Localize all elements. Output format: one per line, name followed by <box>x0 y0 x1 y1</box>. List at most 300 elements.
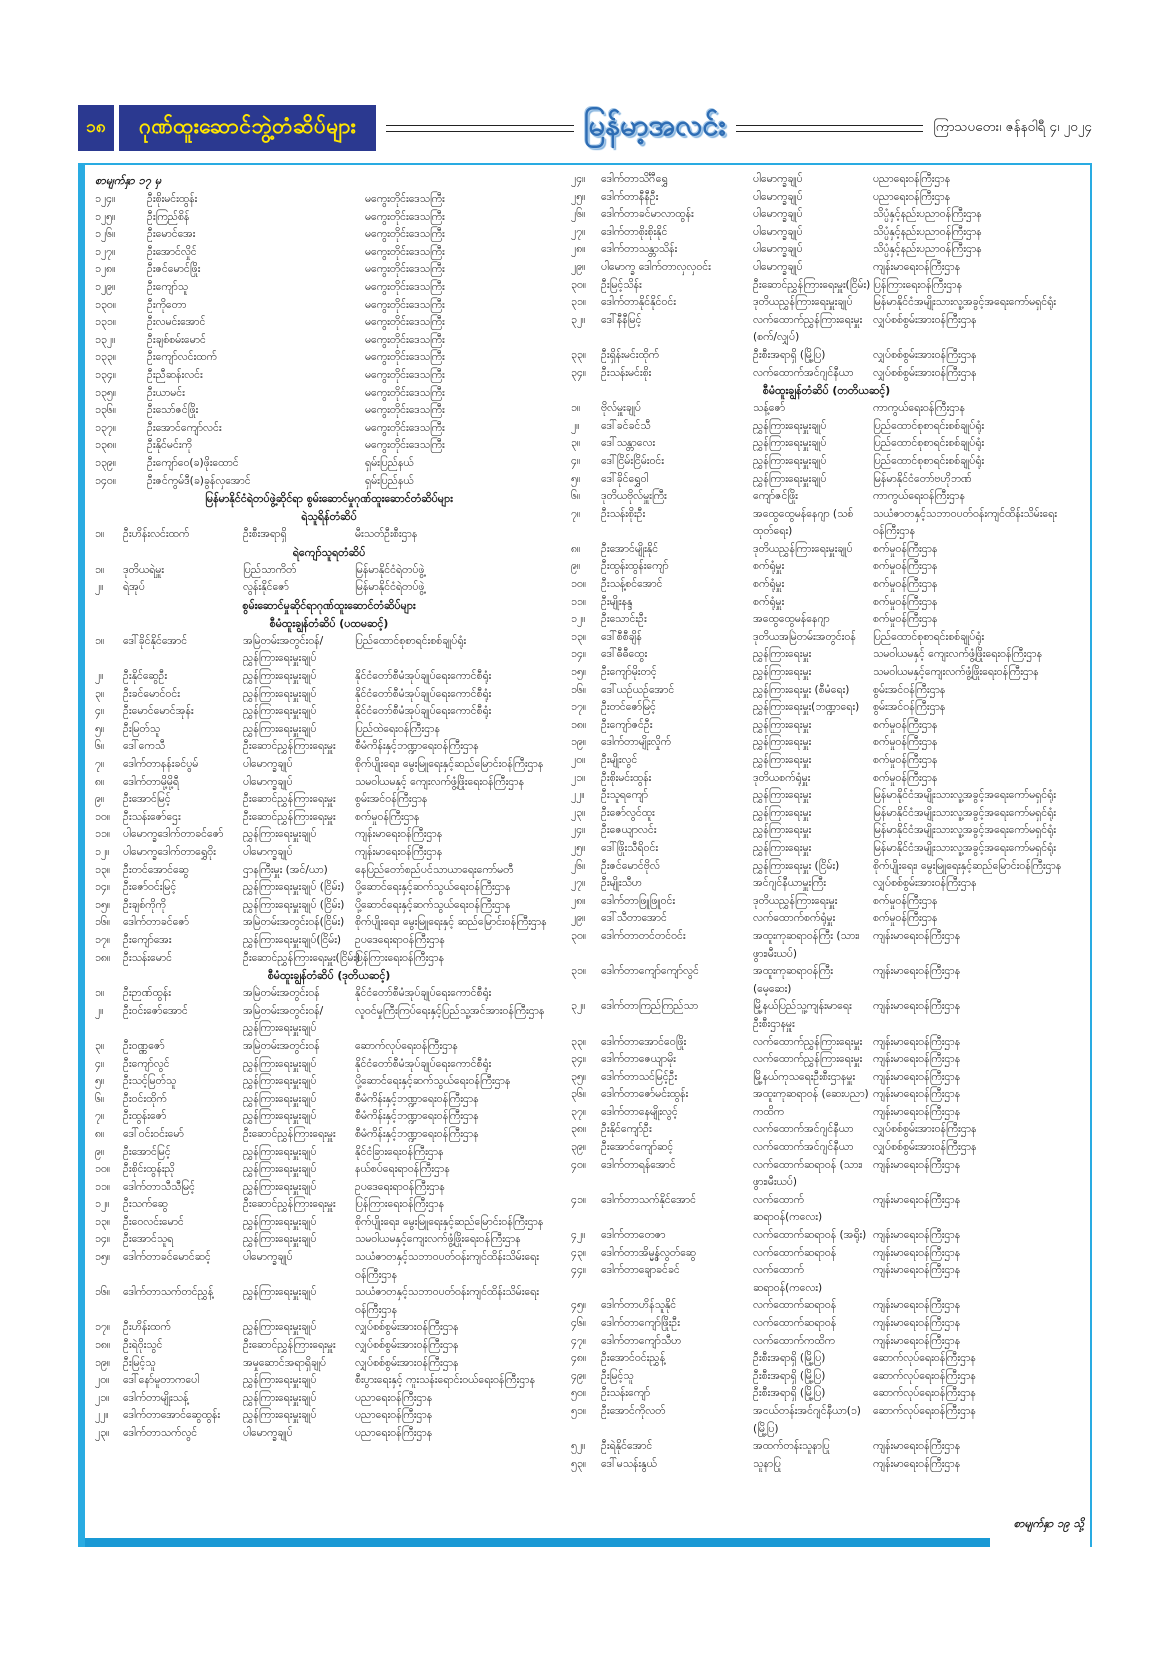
entry-row <box>571 365 1082 383</box>
entry-number: ၂၀။ <box>95 1374 110 1387</box>
entry-number: ၄။ <box>571 454 581 467</box>
entry-name: ဒေါက်တာချောခင်ခင် <box>601 1264 680 1277</box>
entry-name: ဦးသန်းစိုးဦး <box>601 507 646 520</box>
entry-row <box>571 1034 1082 1052</box>
entry-department: မြန်မာနိုင်ငံအမျိုးသားလူ့အခွင့်အရေးကော်မရှင်ရုံး <box>873 841 1056 854</box>
entry-row <box>571 418 1082 436</box>
entry-department: မြန်မာနိုင်ငံအမျိုးသားလူ့အခွင့်အရေးကော်မရှင်ရုံး <box>873 806 1056 819</box>
entry-department: နိုင်ငံတော်စီမံအုပ်ချုပ်ရေးကောင်စီရုံး <box>355 687 492 700</box>
entry-number: ၂၇။ <box>571 877 586 890</box>
entry-position: ပါမောက္ခချုပ် <box>753 243 803 256</box>
entry-number: ၁၂၄။ <box>95 193 116 205</box>
entry-number: ၅၁။ <box>571 1404 587 1417</box>
entry-name: ဦးသန်းကျော် <box>601 1387 651 1400</box>
entry-row <box>571 752 1082 770</box>
entry-row <box>571 611 1082 629</box>
entry-row <box>571 1315 1082 1333</box>
entry-number: ၂၈။ <box>571 894 586 907</box>
entry-number: ၄၀။ <box>571 1158 587 1171</box>
entry-position: သူနာပြု <box>753 1457 781 1470</box>
entry-row <box>95 985 563 1003</box>
entry-department: လျှပ်စစ်စွမ်းအားဝန်ကြီးဌာန <box>873 313 977 326</box>
entry-name: ပါမောက္ခဒေါက်တာရွှေဝိုး <box>123 846 216 858</box>
entry-row <box>95 897 563 915</box>
entry-name: ဦးချစ်ကိုကို <box>123 898 166 911</box>
entry-position: လွန်းနိုင်ဇော် <box>243 581 289 594</box>
entry-department: ကျန်းမာရေးဝန်ကြီးဌာန <box>873 1035 961 1048</box>
entry-position: မြို့နယ်ကုသရေးဦးစီးဌာနမှူး <box>753 1070 856 1083</box>
entry-row <box>571 312 1082 347</box>
entry-number: ၃၈။ <box>571 1123 587 1136</box>
entry-row <box>571 910 1082 928</box>
entry-position: ညွှန်ကြားရေးမှူးချုပ် <box>753 454 827 467</box>
entry-row <box>571 858 1082 876</box>
entry-name: ဦးသော်ဇင်ဖြိုး <box>147 404 199 417</box>
entry-position: ညွှန်ကြားရေးမှူးချုပ်(ငြိမ်း) <box>243 933 342 946</box>
entry-name: ဦးမျိုးသီဟ <box>601 877 643 890</box>
entry-number: ၂၃။ <box>95 1427 110 1439</box>
entry-department: စက်မှုဝန်ကြီးဌာန <box>873 894 938 907</box>
entry-position: အထွေထွေမန်နေဂျာ <box>753 613 830 626</box>
entry-position: လက်ထောက်ကထိက <box>753 1334 835 1347</box>
entry-department: စီမံကိန်းနှင့်ဘဏ္ဍာရေးဝန်ကြီးဌာန <box>355 1110 479 1123</box>
entry-row <box>571 241 1082 259</box>
entry-department: မြန်မာနိုင်ငံအမျိုးသားလူ့အခွင့်အရေးကော်မရှင်ရုံး <box>873 789 1056 802</box>
entry-number: ၁၂။ <box>571 613 586 626</box>
entry-department: စိုက်ပျိုးရေး၊ မွေးမြူရေးနှင့်ဆည်မြောင်းဝန်ကြီးဌာန <box>355 758 544 771</box>
entry-department: သယံဇာတနှင့်သဘာဝပတ်ဝန်းကျင်ထိန်းသိမ်းရေး ဝန်ကြီးဌာန <box>873 507 1057 538</box>
entry-name: ဦးကျော်မိုးတင့် <box>601 666 657 679</box>
entry-number: ၁။ <box>95 563 105 576</box>
entry-region: မကွေးတိုင်းဒေသကြီး <box>365 228 445 241</box>
entry-position: အမြဲတမ်းအတွင်းဝန်/ ညွှန်ကြားရေးမှူးချုပ် <box>243 634 324 665</box>
entry-number: ၁၁။ <box>571 595 587 608</box>
entry-name: ဦးဇင်ကွမ်ဒီ(ခ)ခွန်လှအောင် <box>147 474 251 487</box>
entry-name: ဒေါက်တာခင်ဇော် <box>123 916 189 929</box>
entry-department: စီမံကိန်းနှင့်ဘဏ္ဍာရေးဝန်ကြီးဌာန <box>355 1092 479 1105</box>
entry-name: ဒေါ်ငြိမ်းငြိမ်းဝင်း <box>601 454 664 467</box>
entry-row <box>95 579 563 597</box>
entry-name: ဦးဇင်မောင်ဗိုလ် <box>601 859 660 872</box>
section-header: မြန်မာနိုင်ငံရဲတပ်ဖွဲ့ဆိုင်ရာ စွမ်းဆောင်မှုဂုဏ်ထူးဆောင်တံဆိပ်များ <box>205 492 453 506</box>
entry-department: ကျန်းမာရေးဝန်ကြီးဌာန <box>873 1105 961 1118</box>
entry-position: ပါမောက္ခချုပ် <box>243 775 293 788</box>
entry-name: ဦးဝေလင်းမောင် <box>123 1215 184 1228</box>
entry-department: စက်မှုဝန်ကြီးဌာန <box>873 736 938 749</box>
entry-number: ၁၂၉။ <box>95 280 116 293</box>
entry-department: လျှပ်စစ်စွမ်းအားဝန်ကြီးဌာန <box>873 366 977 379</box>
entry-row <box>571 171 1082 189</box>
entry-position: ညွှန်ကြားရေးမှူးချုပ် <box>243 687 317 700</box>
article-box <box>78 163 1092 1547</box>
entry-position: ညွှန်ကြားရေးမှူး <box>753 754 812 766</box>
entry-name: ဦးအောင်ကျော်လင်း <box>147 421 222 434</box>
entry-number: ၂၂။ <box>571 789 585 802</box>
entry-number: ၂။ <box>95 670 104 683</box>
entry-row <box>571 1438 1082 1456</box>
entry-row <box>95 844 563 862</box>
entry-number: ၁၁။ <box>95 1180 111 1193</box>
entry-department: ပြည်ထောင်စုစာရင်းစစ်ချုပ်ရုံး <box>355 634 467 647</box>
entry-number: ၄။ <box>95 1057 105 1070</box>
entry-department: ဆောက်လုပ်ရေးဝန်ကြီးဌာန <box>873 1387 976 1400</box>
entry-department: သမဝါယမနှင့် ကျေးလက်ဖွံ့ဖြိုးရေးဝန်ကြီးဌာန <box>355 775 524 788</box>
entry-department: သယံဇာတနှင့်သဘာဝပတ်ဝန်းကျင်ထိန်းသိမ်းရေး ဝန်ကြီးဌာန <box>355 1251 539 1281</box>
entry-department: နယ်စပ်ရေးရာဝန်ကြီးဌာန <box>355 1163 450 1176</box>
entry-name: ဒေါ်ခိုင်ရွှေဝါ <box>601 472 649 485</box>
entry-name: ဒေါက်တာမျိုးသန့် <box>123 1391 189 1404</box>
entry-department: မြန်မာနိုင်ငံတော်ဗဟိုဘဏ် <box>873 472 972 485</box>
entry-position: ညွှန်ကြားရေးမှူးချုပ် <box>243 1145 317 1158</box>
entry-department: ပို့ဆောင်ရေးနှင့်ဆက်သွယ်ရေးဝန်ကြီးဌာန <box>355 898 511 911</box>
entry-name: ဦးမြင့်သူ <box>601 1369 634 1382</box>
entry-name: ဒေါ်သီတာအောင် <box>601 912 667 925</box>
entry-row <box>571 1139 1082 1157</box>
entry-row <box>95 367 563 385</box>
entry-name: ဦးထွန်းထွန်းကျော် <box>601 560 669 573</box>
entry-name: ဦးသက်ဆွေ <box>123 1198 168 1211</box>
entry-row <box>571 1403 1082 1438</box>
entry-number: ၇။ <box>95 758 105 771</box>
entry-number: ၄၉။ <box>571 1369 587 1382</box>
entry-number: ၃။ <box>571 437 581 450</box>
entry-region: မကွေးတိုင်းဒေသကြီး <box>365 193 445 205</box>
entry-number: ၁၈။ <box>95 951 111 964</box>
entry-position: လက်ထောက်ဆရာဝန်(ကလေး) <box>753 1193 823 1224</box>
entry-department: မြန်မာနိုင်ငံအမျိုးသားလူ့အခွင့်အရေးကော်မရှင်ရုံး <box>873 824 1056 837</box>
entry-position: လက်ထောက်အင်ဂျင်နီယာ <box>753 1141 854 1154</box>
entry-department: ဆောက်လုပ်ရေးဝန်ကြီးဌာန <box>873 1352 976 1365</box>
entry-position: ညွှန်ကြားရေးမှူး <box>753 824 812 837</box>
entry-position: ညွှန်ကြားရေးမှူးချုပ် <box>243 1233 317 1246</box>
entry-name: ဒေါက်တာနိုင်နိုင်ဝင်း <box>601 296 676 309</box>
entry-name: ဦးခင်မောင်ဝင်း <box>123 687 180 700</box>
entry-name: ဦးကျော်လွင် <box>123 1057 170 1070</box>
entry-row <box>95 756 563 774</box>
entry-name: ဦးနိုင်ဆွေဦး <box>123 670 168 683</box>
entry-row <box>571 770 1082 788</box>
entry-position: အထူးကုဆရာဝန် (ဆေးပညာ) <box>753 1088 869 1101</box>
entry-department: ဥပဒေရေးရာဝန်ကြီးဌာန <box>355 1180 445 1193</box>
section-banner-title: ဂုဏ်ထူးဆောင်ဘွဲ့တံဆိပ်များ <box>139 113 357 138</box>
entry-name: ဒေါက်တာအိမ္မွန်လွတ်ဆွေ <box>601 1246 696 1259</box>
entry-number: ၉။ <box>571 560 581 573</box>
article-columns <box>85 165 1090 1513</box>
entry-name: ဦးအောင်မြင့် <box>123 1145 171 1158</box>
entry-number: ၁၅။ <box>95 898 111 911</box>
entry-number: ၁၀။ <box>571 578 587 591</box>
entry-name: ဒေါ်နော်မူတာကပေါ <box>123 1374 199 1387</box>
entry-name: ဦးသောင်းဦး <box>601 613 647 626</box>
entry-row <box>95 721 563 739</box>
entry-row <box>571 294 1082 312</box>
entry-department: စက်မှုဝန်ကြီးဌာန <box>355 810 420 823</box>
entry-name: ပါမောက္ခဒေါက်တာခင်ဇော် <box>123 828 224 841</box>
entry-name: ဒေါ်ခိုင်နိုင်အောင် <box>123 634 188 647</box>
entry-name: ဒေါက်တာအောင်ဆွေထွန်း <box>123 1409 221 1422</box>
entry-row <box>571 1350 1082 1368</box>
entry-position: ညွှန်ကြားရေးမှူး <box>753 648 812 661</box>
entry-department: စက်မှုဝန်ကြီးဌာန <box>873 754 938 766</box>
entry-position: စက်ရုံမှူး <box>753 595 785 608</box>
entry-name: ဦးမျိုးလွင် <box>601 754 638 766</box>
entry-number: ၂၀။ <box>571 754 586 766</box>
entry-row <box>571 594 1082 612</box>
entry-position: အင်ဂျင်နီယာမှူးကြီး <box>753 877 826 890</box>
entry-department: ပြည်ထောင်စုစာရင်းစစ်ချုပ်ရုံး <box>873 437 985 450</box>
entry-position: ညွှန်ကြားရေးမှူး(ဘဏ္ဍာရေး) <box>753 701 860 714</box>
entry-number: ၄၄။ <box>571 1264 587 1277</box>
entry-name: ဒေါက်တာနန်းခင်ပွမ် <box>123 758 199 771</box>
entry-position: ညွှန်ကြားရေးမှူးချုပ် <box>243 1092 317 1105</box>
entry-row <box>95 703 563 721</box>
entry-position: ညွှန်ကြားရေးမှူးချုပ် (ငြိမ်း) <box>243 881 345 894</box>
entry-row <box>95 455 563 473</box>
entry-department: ကျန်းမာရေးဝန်ကြီးဌာန <box>873 1334 961 1347</box>
entry-region: မကွေးတိုင်းဒေသကြီး <box>365 421 445 434</box>
entry-number: ၃၃။ <box>571 1035 587 1048</box>
entry-department: ပညာရေးဝန်ကြီးဌာန <box>873 173 951 185</box>
entry-row <box>95 1073 563 1091</box>
entry-department: နိုင်ငံတော်စီမံအုပ်ချုပ်ရေးကောင်စီရုံး <box>355 987 492 1000</box>
entry-row <box>571 893 1082 911</box>
entry-name: ဦးအောင်ကိုလတ် <box>601 1404 666 1417</box>
entry-name: ဒေါက်တာမို့မို့ရီ <box>123 775 179 788</box>
entry-name: ဦးဉာဏ်ထွန်း <box>123 987 171 1000</box>
entry-department: ပို့ဆောင်ရေးနှင့်ဆက်သွယ်ရေးဝန်ကြီးဌာန <box>355 881 511 894</box>
entry-row <box>571 576 1082 594</box>
entry-row <box>571 646 1082 664</box>
entry-position: အငယ်တန်းအင်ဂျင်နီယာ(၁) (မြို့ပြ) <box>753 1404 861 1435</box>
entry-department: စီးပွားရေးနှင့် ကူးသန်းရောင်းဝယ်ရေးဝန်ကြီးဌာန <box>355 1374 535 1387</box>
entry-position: လက်ထောက်ဆရာဝန် (သား၊ဖွား၊မီးယပ်) <box>753 1158 863 1189</box>
entry-department: စွမ်းအင်ဝန်ကြီးဌာန <box>873 683 946 696</box>
entry-department: ပြည်ထောင်စုစာရင်းစစ်ချုပ်ရုံး <box>873 630 985 643</box>
entry-name: ဦးဇင်မောင်ဖြိုး <box>147 263 201 276</box>
entry-name: ဒေါက်တာဟိန်သူနိုင် <box>601 1299 677 1312</box>
entry-number: ၁၉။ <box>95 1356 111 1369</box>
entry-number: ၈။ <box>571 542 581 555</box>
entry-number: ၁။ <box>95 987 105 1000</box>
entry-number: ၃၇။ <box>571 1105 587 1118</box>
entry-position: ဒုတိယညွှန်ကြားရေးမှူးချုပ် <box>753 542 853 555</box>
entry-number: ၁၀။ <box>95 810 111 823</box>
entry-row <box>95 791 563 809</box>
entry-position: ညွှန်ကြားရေးမှူးချုပ် <box>243 1286 317 1299</box>
entry-number: ၅။ <box>571 472 581 485</box>
entry-row <box>95 261 563 279</box>
entry-department: နိုင်ငံတော်စီမံအုပ်ချုပ်ရေးကောင်စီရုံး <box>355 705 492 718</box>
entry-name: ဒေါ်ဝင်းဝင်းမော် <box>123 1127 184 1140</box>
entry-position: လက်ထောက်ဆရာဝန် <box>753 1317 837 1329</box>
entry-row <box>95 950 563 968</box>
entry-row <box>95 349 563 367</box>
entry-row <box>571 1333 1082 1351</box>
entry-number: ၆။ <box>95 740 105 753</box>
entry-number: ၄၁။ <box>571 1193 587 1206</box>
entry-row <box>571 506 1082 541</box>
entry-position: ညွှန်ကြားရေးမှူးချုပ် <box>243 1180 317 1193</box>
entry-name: ဒုတိယဗိုလ်မှူးကြီး <box>601 490 667 503</box>
entry-position: ပါမောက္ခချုပ် <box>753 208 803 221</box>
entry-position: ဦးဆောင်ညွှန်ကြားရေးမှူး <box>243 1339 336 1352</box>
entry-row <box>571 277 1082 295</box>
entry-number: ၁၆။ <box>571 683 587 696</box>
entry-row <box>95 668 563 686</box>
entry-name: ဒေါက်တာသီသီမြင့် <box>123 1180 195 1193</box>
entry-name: ဦးအောင်သူရ <box>123 1233 174 1246</box>
entry-name: ဒေါက်တာကျော်သီဟ <box>601 1334 682 1347</box>
entry-name: ဦးညီဆန်းလင်း <box>147 368 203 381</box>
entry-department: ဆောက်လုပ်ရေးဝန်ကြီးဌာန <box>355 1039 458 1052</box>
entry-department: ကျန်းမာရေးဝန်ကြီးဌာန <box>873 1158 961 1171</box>
entry-department: ကျန်းမာရေးဝန်ကြီးဌာန <box>873 1317 961 1329</box>
entry-name: ဦးနိုင်မင်းကို <box>147 439 192 452</box>
entry-position: သန့်ဇော် <box>753 402 786 415</box>
entry-position: ဦးစီးအရာရှိ (မြို့ပြ) <box>753 1369 826 1382</box>
entry-number: ၈။ <box>95 1127 105 1140</box>
entry-row <box>571 1456 1082 1474</box>
entry-department: ပြည်ထောင်စုစာရင်းစစ်ချုပ်ရုံး <box>873 419 985 432</box>
entry-position: ညွှန်ကြားရေးမှူးချုပ် <box>243 1215 317 1228</box>
entry-number: ၂၅။ <box>571 190 586 203</box>
entry-number: ၃၂။ <box>571 1000 586 1013</box>
entry-row <box>571 928 1082 963</box>
entry-row <box>95 1284 563 1319</box>
entry-name: ဒေါက်တာသက်နိုင်အောင် <box>601 1193 696 1206</box>
entry-department: စိုက်ပျိုးရေး၊ မွေးမြူရေးနှင့်ဆည်မြောင်းဝန်ကြီးဌာန <box>355 1215 544 1228</box>
entry-name: ဒေါက်တာကျော်ကျော်လွင် <box>601 965 699 978</box>
section-header: စွမ်းဆောင်မှုဆိုင်ရာဂုဏ်ထူးဆောင်တံဆိပ်များ <box>242 598 416 612</box>
entry-row <box>571 1385 1082 1403</box>
continued-from-note: စာမျက်နှာ ၁၇ မှ <box>95 174 162 187</box>
entry-number: ၃။ <box>95 687 105 700</box>
entry-department: နိုင်ငံတော်စီမံအုပ်ချုပ်ရေးကောင်စီရုံး <box>355 670 492 683</box>
entry-department: ပညာရေးဝန်ကြီးဌာန <box>355 1409 433 1422</box>
entry-number: ၂၂။ <box>95 1409 109 1422</box>
entry-department: သိပ္ပံနှင့်နည်းပညာဝန်ကြီးဌာန <box>873 225 982 238</box>
entry-row <box>95 809 563 827</box>
entry-number: ၃၁။ <box>571 965 587 978</box>
entry-row <box>95 1126 563 1144</box>
entry-name: ဦးသန့်စင်အောင် <box>601 578 663 591</box>
entry-department: ပို့ဆောင်ရေးနှင့်ဆက်သွယ်ရေးဝန်ကြီးဌာန <box>355 1075 511 1088</box>
entry-number: ၁၃၉။ <box>95 456 117 469</box>
entry-name: ဒေါက်တာစိုးစိုးနိုင် <box>601 225 668 238</box>
entry-position: အမြဲတမ်းအတွင်းဝန်/ ညွှန်ကြားရေးမှူးချုပ် <box>243 1004 324 1035</box>
entry-number: ၁၉။ <box>571 736 587 749</box>
entry-name: ဒေါက်တာအောင်ဝေဖြိုး <box>601 1035 687 1048</box>
entry-name: ဒေါ်ဖြိုးသီရိဝင်း <box>601 841 659 854</box>
entry-row <box>95 862 563 880</box>
entry-position: ညွှန်ကြားရေးမှူးချုပ် <box>243 1075 317 1088</box>
entry-number: ၁၇။ <box>95 1321 111 1334</box>
entry-name: ဦးတင်ဇော်မြင့် <box>601 701 656 714</box>
section-banner <box>119 105 376 151</box>
entry-row <box>571 1069 1082 1087</box>
entry-name: ဦးရဲနိုင်အောင် <box>601 1440 653 1453</box>
entry-number: ၄၃။ <box>571 1246 587 1259</box>
entry-number: ၁၂၆။ <box>95 228 116 241</box>
entry-region: ရှမ်းပြည်နယ် <box>365 456 414 469</box>
page-header <box>78 103 1092 153</box>
entry-name: ဒေါ်ခင်ခင်သီ <box>601 419 651 432</box>
entry-position: ပြည်သာကိတ် <box>243 563 297 576</box>
entry-department: ပြည်ထဲရေးဝန်ကြီးဌာန <box>355 722 440 735</box>
entry-name: ရဲအုပ် <box>123 581 145 594</box>
entry-department: ပညာရေးဝန်ကြီးဌာန <box>873 190 951 203</box>
entry-number: ၃၃။ <box>571 348 587 361</box>
entry-region: မကွေးတိုင်းဒေသကြီး <box>365 298 445 311</box>
entry-name: ဒေါ်ကေသီ <box>123 740 166 753</box>
right-column <box>563 171 1082 1513</box>
entry-row <box>571 471 1082 489</box>
entry-department: ကျန်းမာရေးဝန်ကြီးဌာန <box>355 828 443 841</box>
date-line: ကြာသပတေး၊ ဇန်နဝါရီ ၄၊ ၂၀၂၄ <box>933 119 1093 135</box>
entry-number: ၂၁။ <box>95 1391 110 1404</box>
entry-name: ဒုတိယရဲမှူး <box>123 563 164 576</box>
entry-number: ၁၄၀။ <box>95 474 117 487</box>
entry-number: ၁။ <box>95 528 105 541</box>
entry-row <box>95 1249 563 1284</box>
entry-row <box>571 1297 1082 1315</box>
entry-number: ၄၈။ <box>571 1352 587 1365</box>
entry-department: မြန်မာနိုင်ငံအမျိုးသားလူ့အခွင့်အရေးကော်မရှင်ရုံး <box>873 296 1056 309</box>
entry-number: ၃၀။ <box>571 929 587 942</box>
entry-name: ဒေါက်တာနီနီဦး <box>601 190 659 203</box>
entry-number: ၁၃၅။ <box>95 386 117 399</box>
entry-position: ပါမောက္ခချုပ် <box>243 846 293 858</box>
entry-row <box>95 226 563 244</box>
entry-name: ဦးတင်အောင်ဆွေ <box>123 863 189 876</box>
entry-number: ၇။ <box>95 1110 105 1123</box>
entry-name: ဦးဝင်းဇော်အောင် <box>123 1004 188 1017</box>
entry-name: ဦးဇေယျာလင်း <box>601 824 657 837</box>
entry-position: ဦးဆောင်ညွှန်ကြားရေးမှူး <box>243 1127 336 1140</box>
entry-department: ကာကွယ်ရေးဝန်ကြီးဌာန <box>873 402 965 415</box>
entry-region: မကွေးတိုင်းဒေသကြီး <box>365 351 445 364</box>
entry-position: ညွှန်ကြားရေးမှူးချုပ် <box>243 1110 317 1123</box>
entry-number: ၁၂၅။ <box>95 210 116 223</box>
entry-position: လက်ထောက်ဆရာဝန်(ကလေး) <box>753 1264 823 1294</box>
entry-department: မီးသတ်ဦးစီးဌာန <box>355 528 418 541</box>
entry-department: ဆောက်လုပ်ရေးဝန်ကြီးဌာန <box>873 1404 976 1417</box>
entry-row <box>571 541 1082 559</box>
entry-row <box>95 1091 563 1109</box>
entry-department: ပညာရေးဝန်ကြီးဌာန <box>355 1391 433 1404</box>
entry-position: ပါမောက္ခချုပ် <box>243 758 293 771</box>
entry-number: ၂။ <box>95 581 104 594</box>
entry-row <box>571 1262 1082 1297</box>
entry-number: ၇။ <box>571 507 581 520</box>
entry-department: ကျန်းမာရေးဝန်ကြီးဌာန <box>873 1299 961 1312</box>
entry-department: ပညာရေးဝန်ကြီးဌာန <box>355 1427 433 1439</box>
entry-position: ညွှန်ကြားရေးမှူး <box>753 841 812 854</box>
entry-position: ပါမောက္ခချုပ် <box>243 1251 293 1264</box>
entry-name: ဒေါက်တာတေဇာ <box>601 1229 666 1242</box>
entry-department: ပြန်ကြားရေးဝန်ကြီးဌာန <box>873 278 963 291</box>
entry-name: ဦးစိုင်းထွန်းညို <box>123 1163 175 1176</box>
entry-number: ၁၃၄။ <box>95 368 117 381</box>
entry-row <box>95 209 563 227</box>
entry-department: စွမ်းအင်ဝန်ကြီးဌာန <box>355 793 428 806</box>
entry-department: လျှပ်စစ်စွမ်းအားဝန်ကြီးဌာန <box>355 1321 459 1334</box>
entry-name: ဦးကျော်ဝေ(ခ)ဖိုးထောင် <box>147 456 239 469</box>
entry-number: ၁၃။ <box>95 1215 111 1228</box>
entry-department: ဆောက်လုပ်ရေးဝန်ကြီးဌာန <box>873 1369 976 1382</box>
entry-number: ၁၈။ <box>95 1339 111 1352</box>
entry-position: ကထိက <box>753 1105 784 1118</box>
